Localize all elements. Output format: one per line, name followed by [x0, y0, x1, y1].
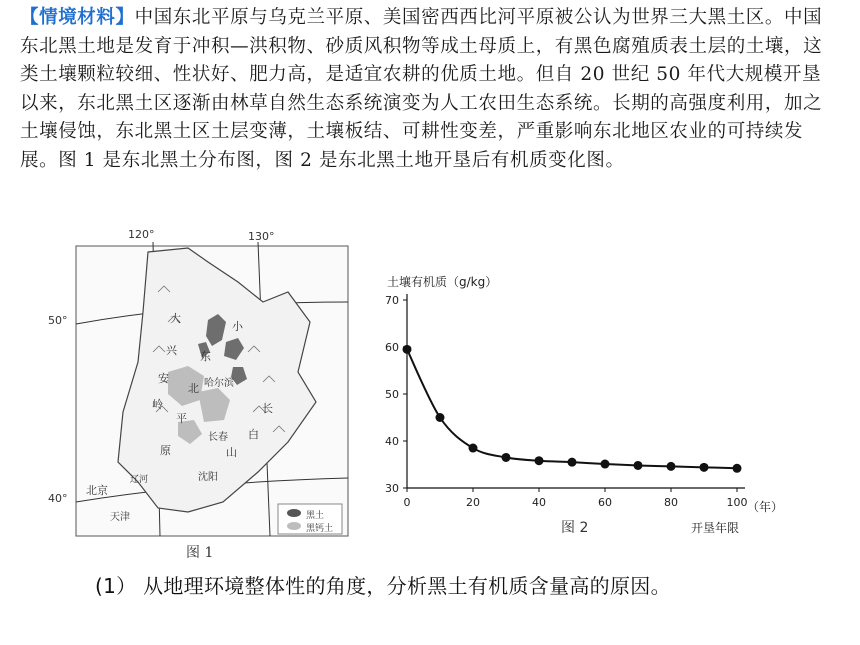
place-ping: 平	[176, 412, 187, 425]
x-tick-label: 0	[403, 496, 411, 509]
legend-chernozem: 黑钙土	[306, 524, 334, 534]
lat-40-label: 40°	[48, 492, 68, 505]
chart-xlabel: 开垦年限	[691, 521, 740, 535]
chart-x-unit: （年）	[747, 500, 784, 514]
place-ling: 岭	[152, 398, 163, 411]
x-tick-label: 100	[726, 496, 748, 509]
place-dong: 东	[200, 350, 211, 363]
data-point	[403, 345, 412, 354]
material-text: 中国东北平原与乌克兰平原、美国密西西比河平原被公认为世界三大黑土区。中国东北黑土地是发育于冲积—洪积物、砂质风积物等成土母质上，有黑色腐殖质表土层的土壤，这类土壤颗粒较细、性状好、肥力高，是适宜农耕的优质土地。但自 20 世纪 50 年代大规模开垦以来，东北黑土区逐渐由林草自然生态系统演变为人工农田生态系统。长期的高强度利用，加之土壤侵蚀，东北黑土区土层变薄，土壤板结、可耕性变差，严重影响东北地区农业的可持续发展。图 1 是东北黑土分布图，图 2 是东北黑土地开垦后有机质变化图。	[20, 7, 823, 171]
x-tick-label: 40	[532, 496, 546, 509]
lat-50-label: 50°	[48, 314, 68, 327]
data-point	[436, 413, 445, 422]
y-tick-label: 60	[385, 341, 399, 354]
place-an: 安	[158, 372, 169, 385]
data-point	[733, 464, 742, 473]
place-chang: 长	[262, 402, 273, 415]
x-tick-label: 60	[598, 496, 612, 509]
data-point	[700, 463, 709, 472]
place-da: 大	[170, 312, 181, 325]
data-point	[601, 460, 610, 469]
place-xing: 兴	[166, 344, 177, 357]
place-shan: 山	[226, 446, 237, 459]
data-point	[634, 461, 643, 470]
data-point	[568, 458, 577, 467]
data-point	[469, 444, 478, 453]
place-xiao: 小	[232, 320, 243, 333]
x-tick-label: 20	[466, 496, 480, 509]
question-1: (1） 从地理环境整体性的角度，分析黑土有机质含量高的原因。	[95, 574, 671, 598]
river-liaohe: 辽河	[130, 475, 149, 485]
organic-matter-line	[407, 349, 737, 468]
material-paragraph	[20, 4, 840, 226]
y-tick-label: 70	[385, 294, 399, 307]
city-harbin: 哈尔滨	[204, 378, 234, 389]
organic-matter-chart	[365, 270, 805, 540]
data-point	[667, 462, 676, 471]
city-tianjin: 天津	[110, 512, 130, 523]
chart-caption: 图 2	[561, 520, 589, 536]
data-point	[535, 456, 544, 465]
place-bai: 白	[248, 428, 259, 441]
chart-svg	[365, 270, 805, 540]
legend-black-soil: 黑土	[306, 511, 325, 521]
black-soil-map	[48, 228, 358, 562]
y-tick-label: 40	[385, 435, 399, 448]
material-tag: 【情境材料】	[20, 7, 135, 28]
city-beijing: 北京	[86, 484, 108, 497]
y-tick-label: 30	[385, 482, 399, 495]
y-tick-label: 50	[385, 388, 399, 401]
data-point	[502, 453, 511, 462]
place-bei: 北	[188, 382, 199, 395]
city-changchun: 长春	[208, 432, 228, 443]
lon-120-label: 120°	[128, 228, 155, 241]
city-shenyang: 沈阳	[198, 472, 218, 483]
x-tick-label: 80	[664, 496, 678, 509]
map-caption: 图 1	[186, 545, 214, 561]
chart-ylabel: 土壤有机质（g/kg）	[387, 275, 498, 289]
lon-130-label: 130°	[248, 230, 275, 243]
place-yuan: 原	[160, 444, 171, 457]
